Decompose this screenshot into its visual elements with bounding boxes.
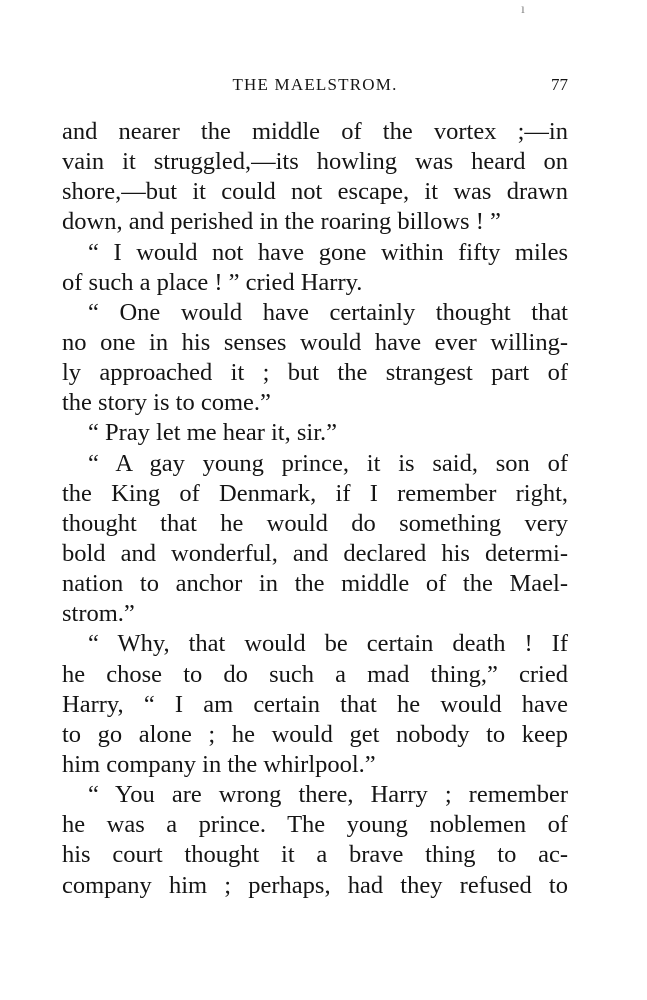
text-line: company him ; perhaps, had they refused to — [62, 871, 568, 899]
text-line: nation to anchor in the middle of the Mael- — [62, 570, 568, 598]
text-line: “ You are wrong there, Harry ; remember — [88, 781, 568, 809]
text-line: shore,—but it could not escape, it was drawn — [62, 178, 568, 206]
margin-mark: ı — [521, 2, 525, 17]
text-line: “ Why, that would be certain death ! If — [88, 630, 568, 658]
text-line: “ A gay young prince, it is said, son of — [88, 449, 568, 477]
body-text — [62, 117, 568, 901]
text-line: down, and perished in the roaring billows ! ” — [62, 208, 501, 236]
text-line: to go alone ; he would get nobody to keep — [62, 720, 568, 748]
text-line: no one in his senses would have ever willing- — [62, 328, 568, 356]
text-line: the story is to come.” — [62, 389, 271, 417]
text-line: the King of Denmark, if I remember right, — [62, 479, 568, 507]
text-line: “ I would not have gone within fifty miles — [88, 238, 568, 266]
text-line: he chose to do such a mad thing,” cried — [62, 660, 568, 688]
text-line: “ One would have certainly thought that — [88, 298, 568, 326]
text-line: of such a place ! ” cried Harry. — [62, 268, 363, 296]
page-number: 77 — [551, 75, 568, 94]
text-line: he was a prince. The young noblemen of — [62, 811, 568, 839]
running-title: THE MAELSTROM. — [232, 75, 398, 94]
text-line: bold and wonderful, and declared his determi- — [62, 539, 568, 567]
text-line: “ Pray let me hear it, sir.” — [88, 419, 337, 447]
text-line: vain it struggled,—its howling was heard on — [62, 148, 568, 176]
text-line: Harry, “ I am certain that he would have — [62, 690, 568, 718]
text-line: his court thought it a brave thing to ac- — [62, 841, 568, 869]
text-line: strom.” — [62, 600, 135, 628]
text-line: thought that he would do something very — [62, 509, 568, 537]
text-line: and nearer the middle of the vortex ;—in — [62, 118, 568, 145]
text-line: ly approached it ; but the strangest part of — [62, 359, 568, 387]
text-line: him company in the whirlpool.” — [62, 750, 376, 778]
page-header — [62, 74, 568, 96]
